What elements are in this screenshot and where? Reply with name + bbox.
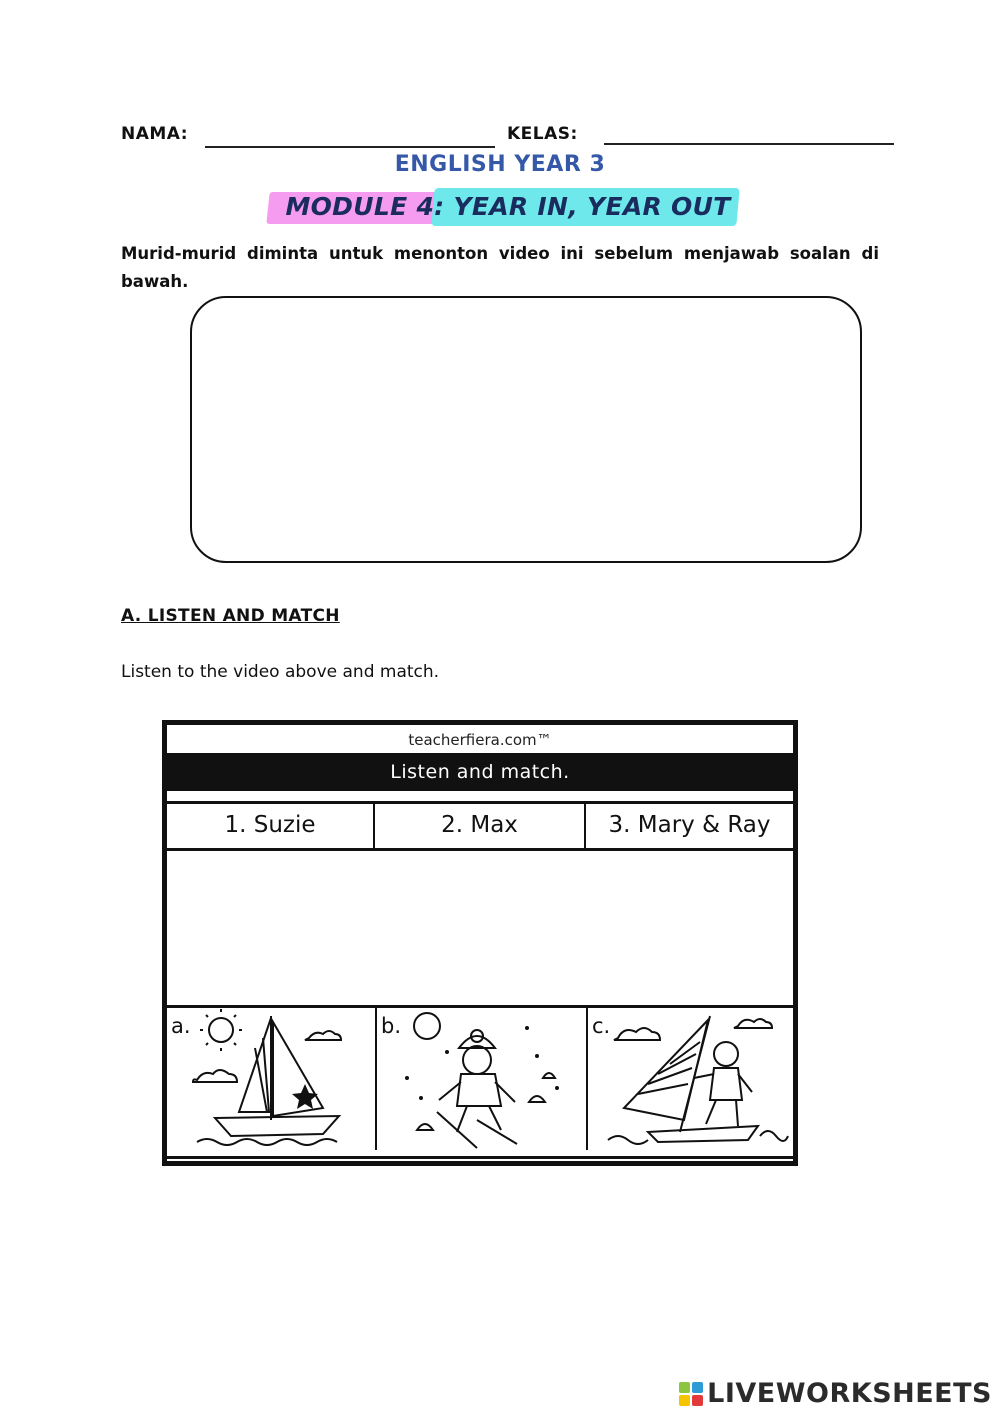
picture-b-label: b. <box>381 1014 402 1038</box>
name-field[interactable] <box>205 146 495 148</box>
worksheet-banner: Listen and match. <box>167 753 793 791</box>
skier-icon <box>377 1008 586 1150</box>
name-cell-suzie[interactable]: 1. Suzie <box>167 804 375 848</box>
section-a-title: A. LISTEN AND MATCH <box>121 606 340 626</box>
worksheet-credit: teacherfiera.com™ <box>408 731 552 749</box>
class-field[interactable] <box>604 143 894 145</box>
subject-title: ENGLISH YEAR 3 <box>394 152 606 177</box>
picture-a[interactable] <box>167 1008 377 1150</box>
instruction-text: Murid-murid diminta untuk menonton video ini sebelum menjawab soalan di bawah. <box>121 244 879 291</box>
picture-c[interactable] <box>588 1008 793 1150</box>
class-label: KELAS: <box>507 124 578 144</box>
module-title: MODULE 4: YEAR IN, YEAR OUT <box>285 192 731 221</box>
windsurfer-icon <box>588 1008 793 1150</box>
name-cell-mary-ray[interactable]: 3. Mary & Ray <box>608 812 771 838</box>
module-title-block <box>268 186 748 230</box>
section-a-instruction: Listen to the video above and match. <box>121 662 440 682</box>
pictures-row <box>167 1005 793 1159</box>
liveworksheets-logo <box>678 1378 992 1409</box>
picture-a-label: a. <box>171 1014 191 1038</box>
name-label: NAMA: <box>121 124 189 144</box>
sailboat-icon <box>167 1008 375 1150</box>
name-cell-max[interactable]: 2. Max <box>375 804 586 848</box>
matching-area[interactable] <box>167 851 793 1005</box>
names-row <box>167 801 793 851</box>
listen-match-worksheet <box>162 720 798 1166</box>
picture-c-label: c. <box>592 1014 611 1038</box>
logo-mark-icon <box>678 1381 704 1407</box>
logo-text: LIVEWORKSHEETS <box>707 1378 992 1409</box>
video-placeholder[interactable] <box>190 296 862 563</box>
picture-b[interactable] <box>377 1008 588 1150</box>
